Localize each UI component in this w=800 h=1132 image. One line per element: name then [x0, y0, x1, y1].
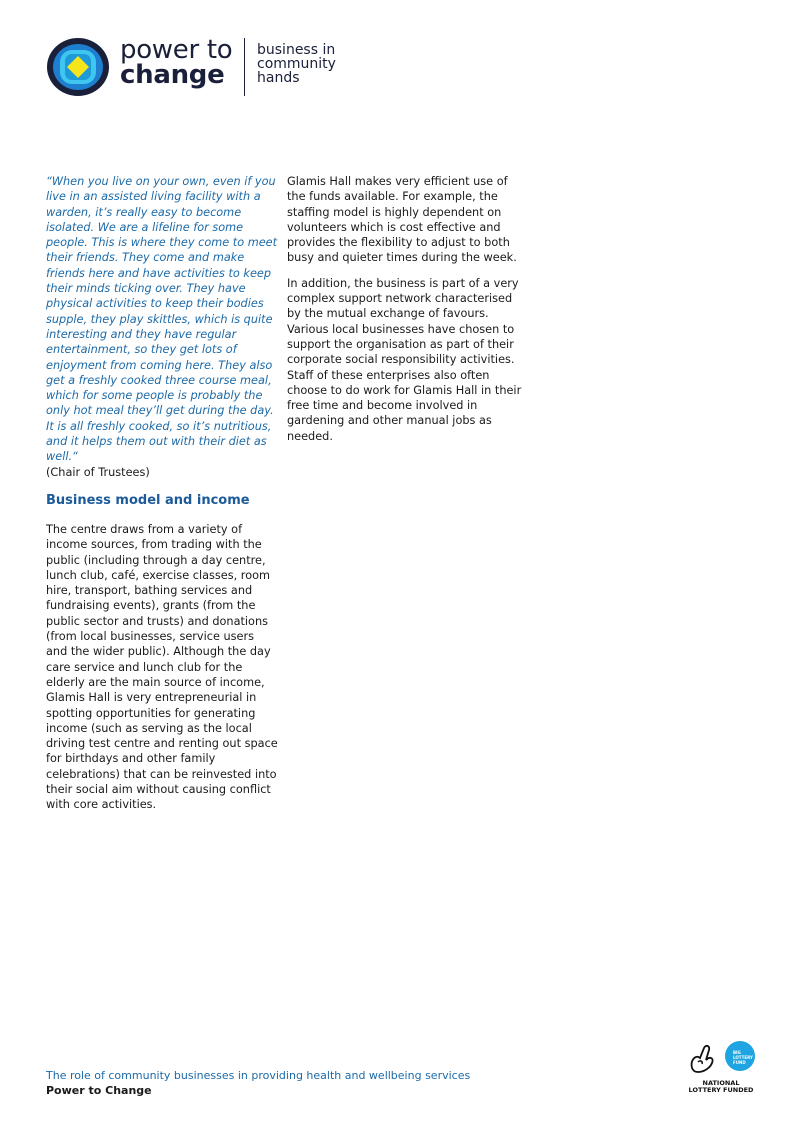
footer-title: The role of community businesses in providing health and wellbeing services — [46, 1069, 471, 1082]
svg-text:LOTTERY: LOTTERY — [733, 1055, 753, 1060]
quote-attribution: (Chair of Trustees) — [46, 465, 150, 479]
svg-text:BIG: BIG — [733, 1050, 741, 1055]
tagline-line3: hands — [257, 70, 300, 86]
footer-publisher: Power to Change — [46, 1084, 152, 1097]
lottery-line2: LOTTERY FUNDED — [688, 1086, 754, 1094]
support-network-paragraph: In addition, the business is part of a very complex support network characterised by the mutual exchange of favours. Various local businesses have chosen to support the organisation as part of their corporate social responsibility activities. Staff of these enterprises also often choose to do work for Glamis Hall in their free time and become involved in gardening and other manual jobs as needed. — [287, 276, 522, 443]
lottery-line1: NATIONAL — [702, 1079, 740, 1087]
tagline-line1: business in — [257, 42, 336, 58]
efficiency-paragraph: Glamis Hall makes very efficient use of the funds available. For example, the staffing model is highly dependent on volunteers which is cost effective and provides the flexibility to adjust to both busy and quieter times during the week. — [287, 175, 517, 265]
right-column — [287, 174, 522, 454]
brand-line1: power to — [120, 35, 233, 65]
lottery-funded-label — [686, 1080, 756, 1094]
power-to-change-logo-icon — [46, 37, 110, 97]
section-heading: Business model and income — [46, 492, 250, 508]
brand-line2: change — [120, 60, 225, 90]
svg-text:FUND: FUND — [733, 1060, 746, 1065]
logo-divider — [244, 38, 245, 96]
left-column — [46, 174, 278, 823]
trustee-quote: “When you live on your own, even if you live in an assisted living facility with a warden, it’s really easy to become isolated. We are a lifeline for some people. This is where they come to meet their friends. They come and make friends here and have activities to keep their minds ticking over. They have physical activities to keep their bodies supple, they play skittles, which is quite interesting and they have regular entertainment, so they get lots of enjoyment from coming here. They also get a freshly cooked three course meal, which for some people is probably the only hot meal they’ll get during the day. It is all freshly cooked, so it’s nutritious, and it helps them out with their diet as well.“ — [46, 175, 278, 464]
page-footer — [46, 1068, 470, 1098]
tagline-line2: community — [257, 56, 336, 72]
brand-tagline — [257, 43, 336, 85]
business-model-paragraph: The centre draws from a variety of income sources, from trading with the public (including through a day centre, lunch club, café, exercise classes, room hire, transport, bathing services and fundraising events), grants (from the public sector and trusts) and donations (from local businesses, service users and the wider public). Although the day care service and lunch club for the elderly are the main source of income, Glamis Hall is very entrepreneurial in spotting opportunities for generating income (such as serving as the local driving test centre and renting out space for birthdays and other family celebrations) that can be reinvested into their social aim without causing conflict with core activities. — [46, 522, 278, 812]
brand-wordmark — [120, 35, 233, 90]
